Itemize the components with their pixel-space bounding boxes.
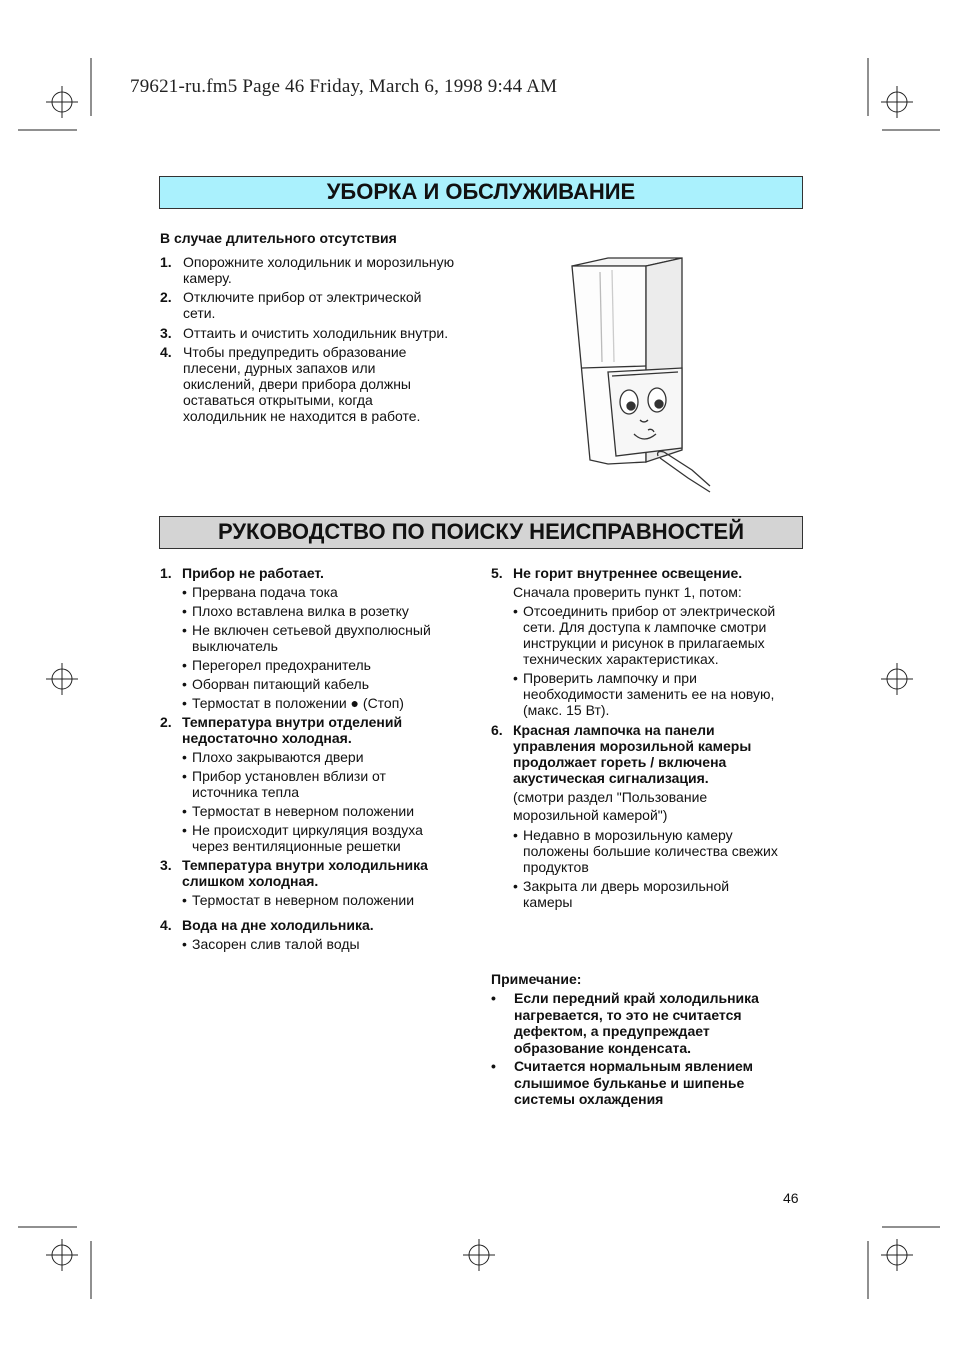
fridge-illustration (560, 252, 720, 497)
item-text: холодильник не находится в работе. (183, 408, 421, 424)
item-number: 1. (160, 565, 172, 581)
item-text: Перегорел предохранитель (192, 657, 371, 673)
item-number: 5. (491, 565, 503, 581)
item-text: (Стоп) (359, 695, 404, 711)
trouble-heading: управления морозильной камеры (513, 738, 752, 754)
item-text: Проверить лампочку и при (523, 670, 697, 686)
file-header: 79621-ru.fm5 Page 46 Friday, March 6, 1998 9:44 AM (130, 76, 558, 97)
section-title-cleaning: УБОРКА И ОБСЛУЖИВАНИЕ (159, 176, 803, 209)
bullet: • (513, 603, 518, 619)
bullet: • (491, 990, 496, 1006)
item-text: камеру. (183, 270, 232, 286)
trouble-heading: акустическая сигнализация. (513, 770, 709, 786)
list-item (182, 676, 480, 692)
page-number: 46 (783, 1190, 799, 1206)
list-item (182, 768, 480, 800)
item-text: (смотри раздел "Пользование (513, 789, 708, 805)
trouble-item-2 (160, 714, 480, 854)
item-text: Прервана подача тока (192, 584, 338, 600)
item-text: (макс. 15 Вт). (523, 702, 610, 718)
item-text: Термостат в положении (192, 695, 351, 711)
item-text: Закрыта ли дверь морозильной (523, 878, 730, 894)
item-text: положены большие количества свежих (523, 843, 778, 859)
item-text: Не включен сетьевой двухполюсный (192, 622, 431, 638)
bullet: • (491, 1058, 496, 1074)
item-number: 2. (160, 289, 172, 305)
troubleshooting-left-column (160, 565, 480, 952)
item-number: 6. (491, 722, 503, 738)
trouble-heading: недостаточно холодная. (182, 730, 352, 746)
item-number: 3. (160, 325, 172, 341)
bullet: • (182, 695, 187, 711)
bullet: • (182, 892, 187, 908)
trouble-item-5 (491, 565, 806, 718)
item-text: Плохо закрываются двери (192, 749, 364, 765)
item-text: Прибор установлен вблизи от (192, 768, 386, 784)
item-text: продуктов (523, 859, 589, 875)
trouble-item-6 (491, 722, 806, 910)
list-item (513, 670, 806, 718)
trouble-heading: Прибор не работает. (182, 565, 324, 581)
stop-symbol-icon: ● (350, 695, 360, 711)
trouble-heading: продолжает гореть / включена (513, 754, 727, 770)
trouble-heading: Красная лампочка на панели (513, 722, 715, 738)
note-text: дефектом, а предупреждает (514, 1023, 710, 1039)
bullet: • (182, 803, 187, 819)
list-item (182, 803, 480, 819)
item-text: плесени, дурных запахов или (183, 360, 376, 376)
bullet: • (182, 584, 187, 600)
troubleshooting-right-column (491, 565, 806, 910)
list-item (182, 822, 480, 854)
note-item (491, 1058, 806, 1108)
item-number: 1. (160, 254, 172, 270)
trouble-heading: Вода на дне холодильника. (182, 917, 374, 933)
bullet: • (182, 676, 187, 692)
trouble-item-1 (160, 565, 480, 711)
note-text: образование конденсата. (514, 1039, 692, 1056)
bullet: • (182, 936, 187, 952)
list-item (182, 584, 480, 600)
item-text: морозильной камерой") (513, 807, 668, 823)
item-text: Недавно в морозильную камеру (523, 827, 733, 843)
bullet: • (513, 670, 518, 686)
item-number: 4. (160, 344, 172, 360)
list-item (182, 936, 480, 952)
item-number: 2. (160, 714, 172, 730)
note-text: системы охлаждения (514, 1091, 664, 1107)
trouble-heading: слишком холодная. (182, 873, 319, 889)
list-item (182, 622, 480, 654)
item-text: источника тепла (192, 784, 300, 800)
trouble-heading: Температура внутри холодильника (182, 857, 428, 873)
list-item (513, 603, 806, 667)
item-number: 3. (160, 857, 172, 873)
item-text: Не происходит циркуляция воздуха (192, 822, 423, 838)
subtitle-long-absence: В случае длительного отсутствия (160, 230, 397, 246)
note-text: Если передний край холодильника (514, 990, 759, 1006)
item-text: необходимости заменить ее на новую, (523, 686, 775, 702)
item-text: сети. Для доступа к лампочке смотри (523, 619, 767, 635)
list-item (182, 749, 480, 765)
note-text: нагревается, то это не считается (514, 1006, 742, 1023)
item-text: технических характеристиках. (523, 651, 719, 667)
item-text: окислений, двери прибора должны (183, 376, 411, 392)
item-text: Засорен слив талой воды (192, 936, 360, 952)
item-text: выключатель (192, 638, 278, 654)
bullet: • (513, 878, 518, 894)
item-text: Термостат в неверном положении (192, 803, 415, 819)
note-text: Считается нормальным явлением (514, 1058, 754, 1074)
trouble-heading: Температура внутри отделений (182, 714, 403, 730)
item-text: оставаться открытыми, когда (183, 392, 373, 408)
trouble-heading: Не горит внутреннее освещение. (513, 565, 743, 581)
trouble-item-4 (160, 917, 480, 952)
bullet: • (182, 749, 187, 765)
list-item (182, 695, 480, 711)
item-text: Оборван питающий кабель (192, 676, 370, 692)
item-text: камеры (523, 894, 573, 910)
bullet: • (182, 768, 187, 784)
item-text: Опорожните холодильник и морозильную (183, 254, 455, 270)
list-item (513, 827, 806, 875)
list-item (182, 892, 480, 908)
bullet: • (182, 822, 187, 838)
bullet: • (182, 657, 187, 673)
item-text: Сначала проверить пункт 1, потом: (513, 584, 742, 600)
trouble-item-3 (160, 857, 480, 908)
item-text: сети. (183, 305, 216, 321)
item-text: Чтобы предупредить образование (183, 344, 407, 360)
bullet: • (182, 622, 187, 638)
bullet: • (513, 827, 518, 843)
note-item (491, 990, 806, 1056)
item-text: инструкции и рисунок в прилагаемых (523, 635, 765, 651)
list-item (513, 878, 806, 910)
item-text: Термостат в неверном положении (192, 892, 415, 908)
list-item (182, 603, 480, 619)
note-title: Примечание: (491, 971, 582, 987)
note-text: слышимое бульканье и шипенье (514, 1074, 745, 1091)
item-text: Плохо вставлена вилка в розетку (192, 603, 409, 619)
item-text: Оттаить и очистить холодильник внутри. (183, 325, 449, 341)
list-item (182, 657, 480, 673)
section-title-troubleshooting: РУКОВОДСТВО ПО ПОИСКУ НЕИСПРАВНОСТЕЙ (159, 516, 803, 549)
item-text: через вентиляционные решетки (192, 838, 401, 854)
item-text: Отключите прибор от электрической (183, 289, 422, 305)
item-text: Отсоединить прибор от электрической (523, 603, 776, 619)
note-list (491, 990, 806, 1108)
bullet: • (182, 603, 187, 619)
item-number: 4. (160, 917, 172, 933)
